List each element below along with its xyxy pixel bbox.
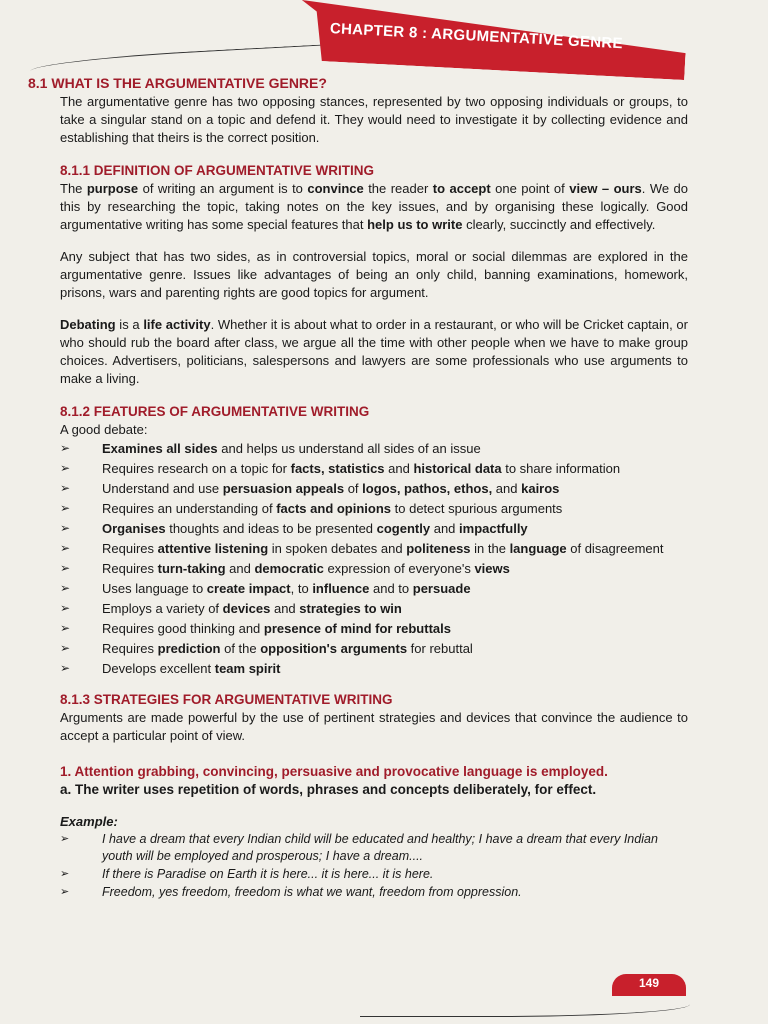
emphasis-text: opposition's arguments bbox=[260, 641, 408, 656]
body-text: Requires an understanding of bbox=[102, 501, 277, 516]
body-text: is a bbox=[115, 317, 144, 332]
example-item bbox=[60, 884, 688, 901]
emphasis-text: cogently bbox=[376, 521, 431, 536]
features-list bbox=[60, 439, 688, 678]
definition-paragraph-1 bbox=[60, 180, 688, 234]
emphasis-text: to accept bbox=[432, 181, 491, 196]
body-text: expression of everyone's bbox=[323, 561, 475, 576]
body-text: Understand and use bbox=[102, 481, 223, 496]
examples-list bbox=[60, 831, 688, 901]
emphasis-text: logos, pathos, ethos, bbox=[362, 481, 493, 496]
example-item bbox=[60, 866, 688, 883]
feature-item bbox=[60, 579, 688, 598]
feature-item bbox=[60, 559, 688, 578]
emphasis-text: attentive listening bbox=[157, 541, 269, 556]
bullet-arrow-icon: ➢ bbox=[60, 621, 71, 635]
emphasis-text: language bbox=[509, 541, 567, 556]
feature-item bbox=[60, 499, 688, 518]
body-text: and bbox=[225, 561, 255, 576]
bullet-arrow-icon: ➢ bbox=[60, 581, 71, 595]
emphasis-text: politeness bbox=[406, 541, 471, 556]
feature-item bbox=[60, 479, 688, 498]
body-text: Develops excellent bbox=[102, 661, 215, 676]
features-lead: A good debate: bbox=[60, 422, 148, 437]
emphasis-text: team spirit bbox=[214, 661, 281, 676]
section-heading-8-1-3: 8.1.3 STRATEGIES FOR ARGUMENTATIVE WRITING bbox=[60, 692, 393, 707]
body-text: in spoken debates and bbox=[268, 541, 407, 556]
feature-item bbox=[60, 539, 688, 558]
emphasis-text: help us to write bbox=[367, 217, 463, 232]
example-text: Freedom, yes freedom, freedom is what we want, freedom from oppression. bbox=[102, 885, 522, 899]
feature-item bbox=[60, 639, 688, 658]
body-text: of writing an argument is to bbox=[138, 181, 308, 196]
example-text: I have a dream that every Indian child will be educated and healthy; I have a dream that every Indian youth will be employed and prosperous; I have a dream.... bbox=[102, 832, 658, 863]
definition-paragraph-2: Any subject that has two sides, as in controversial topics, moral or social dilemmas are explored in the argumentative genre. Issues like advantages of being an only child, banning examinations, homework, prisons, wars and parenting rights are good topics for argument. bbox=[60, 249, 688, 300]
body-text: and bbox=[430, 521, 460, 536]
feature-item bbox=[60, 439, 688, 458]
example-text: If there is Paradise on Earth it is here... it is here... it is here. bbox=[102, 867, 434, 881]
body-text: to share information bbox=[501, 461, 621, 476]
bullet-arrow-icon: ➢ bbox=[60, 661, 71, 675]
emphasis-text: prediction bbox=[157, 641, 221, 656]
body-text: and bbox=[384, 461, 414, 476]
body-text: Requires bbox=[102, 641, 158, 656]
bullet-arrow-icon: ➢ bbox=[60, 561, 71, 575]
emphasis-text: create impact bbox=[206, 581, 291, 596]
emphasis-text: views bbox=[474, 561, 510, 576]
body-text: thoughts and ideas to be presented bbox=[165, 521, 377, 536]
bullet-arrow-icon: ➢ bbox=[60, 461, 71, 475]
emphasis-text: view – ours bbox=[569, 181, 642, 196]
body-text: The bbox=[60, 181, 87, 196]
body-text: and bbox=[270, 601, 300, 616]
body-text: Requires good thinking and bbox=[102, 621, 264, 636]
emphasis-text: persuade bbox=[412, 581, 471, 596]
bullet-arrow-icon: ➢ bbox=[60, 868, 70, 880]
feature-item bbox=[60, 519, 688, 538]
strategy-subheading-1a: a. The writer uses repetition of words, phrases and concepts deliberately, for effect. bbox=[60, 782, 597, 797]
example-item bbox=[60, 831, 688, 865]
body-text: one point of bbox=[490, 181, 570, 196]
page-number: 149 bbox=[638, 976, 660, 990]
bullet-arrow-icon: ➢ bbox=[60, 501, 71, 515]
section-8-1-paragraph: The argumentative genre has two opposing stances, represented by two opposing individuals or groups, to take a singular stand on a topic and defend it. They would need to investigate it by collecting evidence and establishing that theirs is the correct position. bbox=[60, 94, 688, 145]
bullet-arrow-icon: ➢ bbox=[60, 601, 71, 615]
body-text: and to bbox=[369, 581, 413, 596]
body-text: and helps us understand all sides of an issue bbox=[217, 441, 481, 456]
emphasis-text: influence bbox=[312, 581, 370, 596]
emphasis-text: Debating bbox=[60, 317, 116, 332]
definition-paragraph-3 bbox=[60, 316, 688, 388]
body-text: the reader bbox=[363, 181, 433, 196]
body-text: for rebuttal bbox=[407, 641, 473, 656]
emphasis-text: devices bbox=[222, 601, 271, 616]
section-heading-8-1-1: 8.1.1 DEFINITION OF ARGUMENTATIVE WRITING bbox=[60, 163, 375, 178]
feature-item bbox=[60, 659, 688, 678]
emphasis-text: historical data bbox=[413, 461, 502, 476]
example-label: Example: bbox=[60, 814, 118, 829]
body-text: of bbox=[344, 481, 363, 496]
body-text: Requires research on a topic for bbox=[102, 461, 291, 476]
body-text: . Whether it is about what to order in a restaurant, or who will be Cricket captain, or who should rub the board after class, we argue all the time with other people when we have to make group choices. Advertisers, politicians, salespersons and lawyers are some professionals who use arguments to make a living. bbox=[60, 317, 688, 386]
emphasis-text: convince bbox=[307, 181, 364, 196]
page-content bbox=[28, 74, 688, 902]
bullet-arrow-icon: ➢ bbox=[60, 481, 71, 495]
emphasis-text: Organises bbox=[102, 521, 166, 536]
body-text: , to bbox=[290, 581, 313, 596]
feature-item bbox=[60, 599, 688, 618]
section-heading-8-1-2: 8.1.2 FEATURES OF ARGUMENTATIVE WRITING bbox=[60, 404, 370, 419]
body-text: Uses language to bbox=[102, 581, 207, 596]
emphasis-text: turn-taking bbox=[157, 561, 226, 576]
bottom-decorative-rule bbox=[360, 996, 690, 1017]
emphasis-text: purpose bbox=[86, 181, 139, 196]
chapter-title: CHAPTER 8 : ARGUMENTATIVE GENRE bbox=[329, 20, 624, 53]
emphasis-text: persuasion appeals bbox=[222, 481, 345, 496]
feature-item bbox=[60, 619, 688, 638]
body-text: and bbox=[492, 481, 522, 496]
emphasis-text: strategies to win bbox=[299, 601, 402, 616]
body-text: in the bbox=[470, 541, 510, 556]
feature-item bbox=[60, 459, 688, 478]
bullet-arrow-icon: ➢ bbox=[60, 886, 70, 898]
body-text: Employs a variety of bbox=[102, 601, 223, 616]
strategies-paragraph: Arguments are made powerful by the use of pertinent strategies and devices that convince the audience to accept a particular point of view. bbox=[60, 710, 688, 743]
emphasis-text: democratic bbox=[254, 561, 324, 576]
emphasis-text: kairos bbox=[521, 481, 560, 496]
emphasis-text: impactfully bbox=[459, 521, 528, 536]
bullet-arrow-icon: ➢ bbox=[60, 541, 71, 555]
strategy-subheading-1: 1. Attention grabbing, convincing, persuasive and provocative language is employed. bbox=[60, 764, 608, 779]
bullet-arrow-icon: ➢ bbox=[60, 641, 71, 655]
section-heading-8-1: 8.1 WHAT IS THE ARGUMENTATIVE GENRE? bbox=[28, 75, 327, 91]
body-text: to detect spurious arguments bbox=[391, 501, 563, 516]
emphasis-text: facts and opinions bbox=[276, 501, 392, 516]
body-text: of the bbox=[220, 641, 261, 656]
bullet-arrow-icon: ➢ bbox=[60, 441, 71, 455]
bullet-arrow-icon: ➢ bbox=[60, 521, 71, 535]
body-text: clearly, succinctly and effectively. bbox=[462, 217, 656, 232]
emphasis-text: presence of mind for rebuttals bbox=[263, 621, 451, 636]
emphasis-text: facts, statistics bbox=[290, 461, 385, 476]
body-text: of disagreement bbox=[566, 541, 664, 556]
body-text: . We do this by researching the topic, taking notes on the key issues, and by organising these logically. Good argumentative writing has some special features that bbox=[60, 181, 688, 232]
emphasis-text: Examines all sides bbox=[102, 441, 218, 456]
bullet-arrow-icon: ➢ bbox=[60, 833, 70, 845]
body-text: Requires bbox=[102, 561, 158, 576]
emphasis-text: life activity bbox=[143, 317, 211, 332]
body-text: Requires bbox=[102, 541, 158, 556]
